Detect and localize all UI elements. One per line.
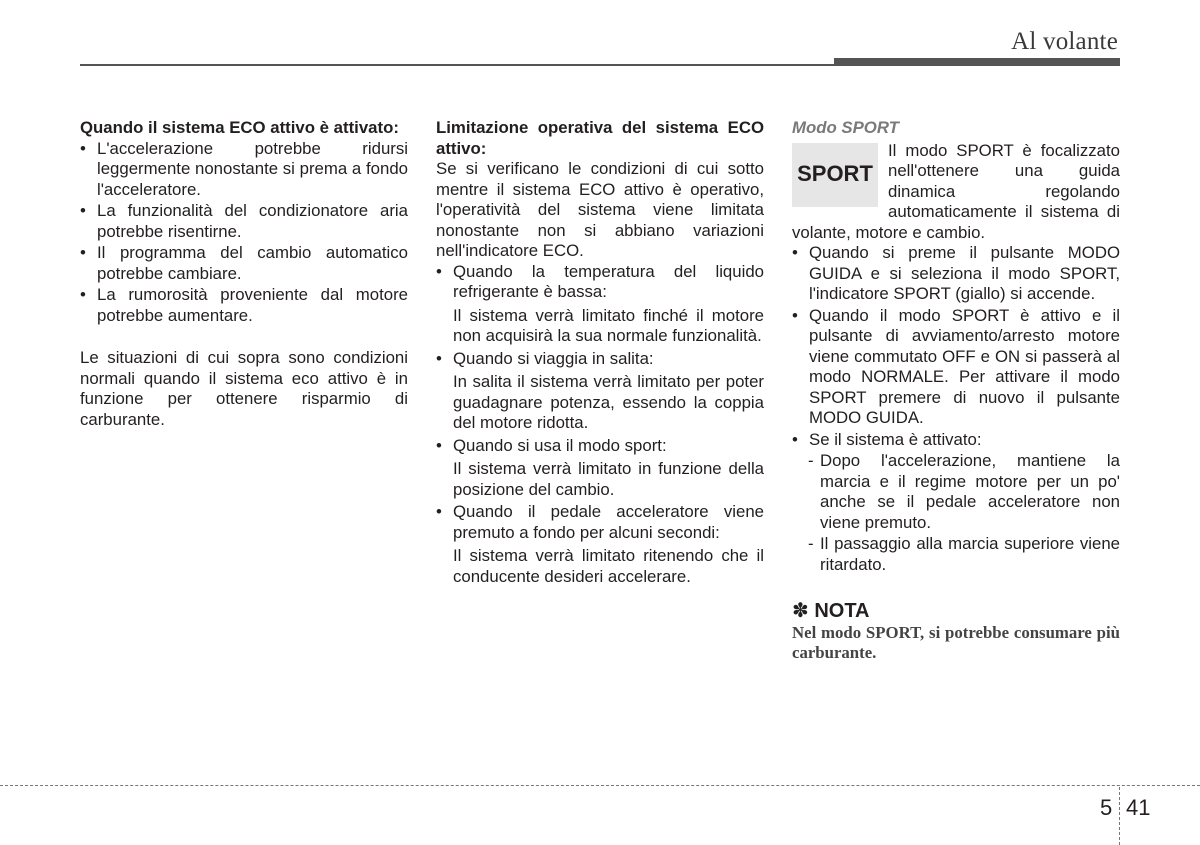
column-sport-mode: [792, 118, 1120, 662]
sport-mode-title: Modo SPORT: [792, 118, 899, 137]
header-rule-thin: [80, 64, 840, 66]
condition-detail: Il sistema verrà limitato ritenendo che il conducente desideri accelerare.: [453, 546, 764, 586]
list-item: - Il passaggio alla marcia superiore viene ritardato.: [808, 534, 1120, 575]
sport-sub-list: [792, 451, 1120, 575]
eco-limitation-bullets: [436, 502, 764, 543]
column-eco-limitation: [436, 118, 764, 589]
note-title: ✽ NOTA: [792, 600, 870, 622]
page-header-title: Al volante: [1011, 28, 1118, 55]
list-item: • La funzionalità del condizionatore aria potrebbe risentirne.: [80, 201, 408, 242]
footer-page-divider: [1119, 787, 1120, 845]
list-item: [436, 502, 764, 543]
condition-detail: Il sistema verrà limitato finché il motore non acquisirà la sua normale funzionalità.: [453, 305, 764, 345]
eco-limitation-bullets: [436, 349, 764, 370]
sport-indicator-icon: SPORT: [792, 143, 878, 207]
footer-divider: [0, 785, 1200, 786]
sport-intro-block: [792, 141, 1120, 244]
list-item: [436, 349, 764, 370]
list-item: • Quando il modo SPORT è attivo e il pulsante di avviamento/arresto motore viene commutato OFF e ON si passerà al modo NORMALE. Per attivare il modo SPORT premere di nuovo il pulsante MODO GUIDA.: [792, 306, 1120, 429]
section-number: 5: [1100, 795, 1113, 820]
condition-text: Quando si usa il modo sport:: [453, 435, 667, 455]
eco-limitation-bullets: [436, 436, 764, 457]
list-item: - Dopo l'accelerazione, mantiene la marcia e il regime motore per un po' anche se il pedale acceleratore non viene premuto.: [808, 451, 1120, 533]
eco-limitation-bullets: [436, 262, 764, 303]
column-eco-active: [80, 118, 408, 430]
eco-active-bullets: [80, 139, 408, 327]
condition-detail: In salita il sistema verrà limitato per poter guadagnare potenza, essendo la coppia del motore ridotta.: [453, 372, 764, 432]
eco-limitation-intro: Se si verificano le condizioni di cui sotto mentre il sistema ECO attivo è operativo, l'operatività del sistema viene limitata nonostante non si abbiano variazioni nell'indicatore ECO.: [436, 159, 764, 260]
list-item: [436, 436, 764, 457]
eco-limitation-heading: Limitazione operativa del sistema ECO attivo:: [436, 118, 764, 158]
list-item: • L'accelerazione potrebbe ridursi leggermente nonostante si prema a fondo l'acceleratore.: [80, 139, 408, 201]
list-item: [436, 262, 764, 303]
condition-text: Quando si viaggia in salita:: [453, 348, 654, 368]
sport-bullets: [792, 243, 1120, 450]
page-number: 41: [1126, 795, 1151, 820]
condition-text: Quando il pedale acceleratore viene premuto a fondo per alcuni secondi:: [453, 502, 764, 542]
list-item: • La rumorosità proveniente dal motore potrebbe aumentare.: [80, 285, 408, 326]
eco-normal-paragraph: Le situazioni di cui sopra sono condizioni normali quando il sistema eco attivo è in funzione per ottenere risparmio di carburante.: [80, 348, 408, 429]
list-item: • Il programma del cambio automatico potrebbe cambiare.: [80, 243, 408, 284]
list-item: • Quando si preme il pulsante MODO GUIDA e si seleziona il modo SPORT, l'indicatore SPORT (giallo) si accende.: [792, 243, 1120, 305]
eco-active-heading: Quando il sistema ECO attivo è attivato:: [80, 118, 399, 137]
list-item: • Se il sistema è attivato:: [792, 430, 1120, 451]
condition-detail: Il sistema verrà limitato in funzione della posizione del cambio.: [453, 459, 764, 499]
header-rule-thick: [834, 58, 1120, 66]
condition-text: Quando la temperatura del liquido refrigerante è bassa:: [453, 261, 764, 301]
note-text: Nel modo SPORT, si potrebbe consumare più carburante.: [792, 623, 1120, 662]
sport-intro-text: Il modo SPORT è focalizzato nell'ottenere una guida dinamica regolando automaticamente il sistema di volante, motore e cambio.: [792, 140, 1120, 242]
